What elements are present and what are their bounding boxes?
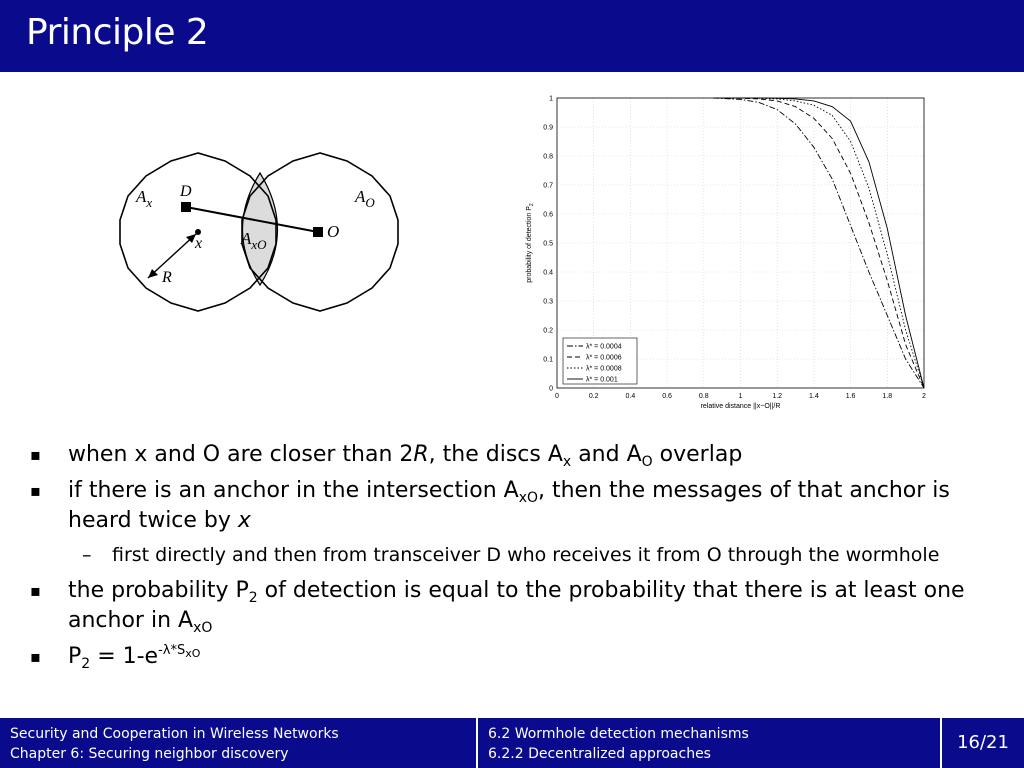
bullet-formula: ▪ $P_2 = 1-e^{-\lambda*S_{xO}}$ [30, 643, 201, 672]
bullet-anchor-intersection: ▪ if there is an anchor in the intersection $A_{xO}$, then the messages of that anchor is heard twice by x [30, 478, 950, 533]
bullet-marker: ▪ [30, 647, 41, 666]
page-number: 16/21 [942, 718, 1024, 768]
x-tick-label: 0.6 [662, 393, 672, 400]
bullet-marker: ▪ [30, 481, 41, 500]
label-axo: $A_{xO}$ [241, 229, 267, 252]
label-x: x [195, 235, 203, 252]
label-r: R [162, 269, 172, 286]
dash-marker: – [82, 544, 92, 566]
x-tick-label: 0.8 [698, 393, 709, 400]
x-tick-label: 1.2 [772, 393, 783, 400]
y-tick-label: 0.7 [543, 182, 553, 190]
bullet-probability: ▪ the probability $P_2$ of detection is equal to the probability that there is at least one anchor in $A_{xO}$ [30, 578, 965, 636]
label-d: D [180, 183, 192, 200]
y-tick-label: 0 [549, 385, 553, 393]
overlap-diagram [110, 140, 420, 320]
y-tick-label: 0.6 [543, 211, 553, 219]
sub-bullet-wormhole: – first directly and then from transceiver D who receives it from O through the wormhole [82, 544, 940, 566]
legend-entry: λ* = 0.0004 [586, 343, 622, 351]
footer-section: 6.2 Wormhole detection mechanisms 6.2.2 Decentralized approaches [478, 718, 940, 768]
x-tick-label: 0 [555, 393, 559, 400]
legend-entry: λ* = 0.001 [586, 376, 618, 384]
label-ax: $A_x$ [136, 187, 153, 210]
bullet-marker: ▪ [30, 581, 41, 600]
y-tick-label: 0.9 [543, 124, 553, 132]
title-bar [0, 0, 1024, 72]
bullet-overlap: ▪ when x and O are closer than 2R, the discs $A_x$ and $A_O$ overlap [30, 442, 743, 470]
y-tick-label: 0.5 [543, 240, 553, 248]
bullet-list [30, 440, 990, 678]
radius-r [148, 234, 196, 278]
y-tick-label: 0.4 [543, 269, 553, 277]
x-tick-label: 2 [922, 393, 926, 400]
x-tick-label: 1.6 [845, 393, 856, 400]
legend-entry: λ* = 0.0008 [586, 365, 622, 373]
y-axis-label: probability of detection $P_2$ [526, 203, 535, 283]
node-o [313, 227, 323, 237]
y-tick-label: 1 [549, 95, 553, 103]
y-tick-label: 0.2 [543, 327, 553, 335]
node-d [181, 202, 191, 212]
y-tick-label: 0.1 [543, 356, 553, 364]
footer [0, 718, 1024, 768]
x-tick-label: 1.8 [882, 393, 893, 400]
y-tick-label: 0.3 [543, 298, 553, 306]
label-ao: $A_O$ [355, 187, 375, 210]
legend-entry: λ* = 0.0006 [586, 354, 622, 362]
x-tick-label: 0.4 [625, 393, 636, 400]
footer-course: Security and Cooperation in Wireless Networks Chapter 6: Securing neighbor discovery [0, 718, 476, 768]
x-axis-label: relative distance ||x−O||/R [700, 403, 781, 410]
y-tick-label: 0.8 [543, 153, 553, 161]
label-o: O [327, 222, 340, 241]
x-tick-label: 0.2 [588, 393, 599, 400]
x-tick-label: 1.4 [809, 393, 819, 400]
bullet-marker: ▪ [30, 445, 41, 464]
x-tick-label: 1 [738, 393, 743, 400]
detection-probability-chart [520, 88, 940, 418]
slide-title: Principle 2 [26, 12, 209, 53]
